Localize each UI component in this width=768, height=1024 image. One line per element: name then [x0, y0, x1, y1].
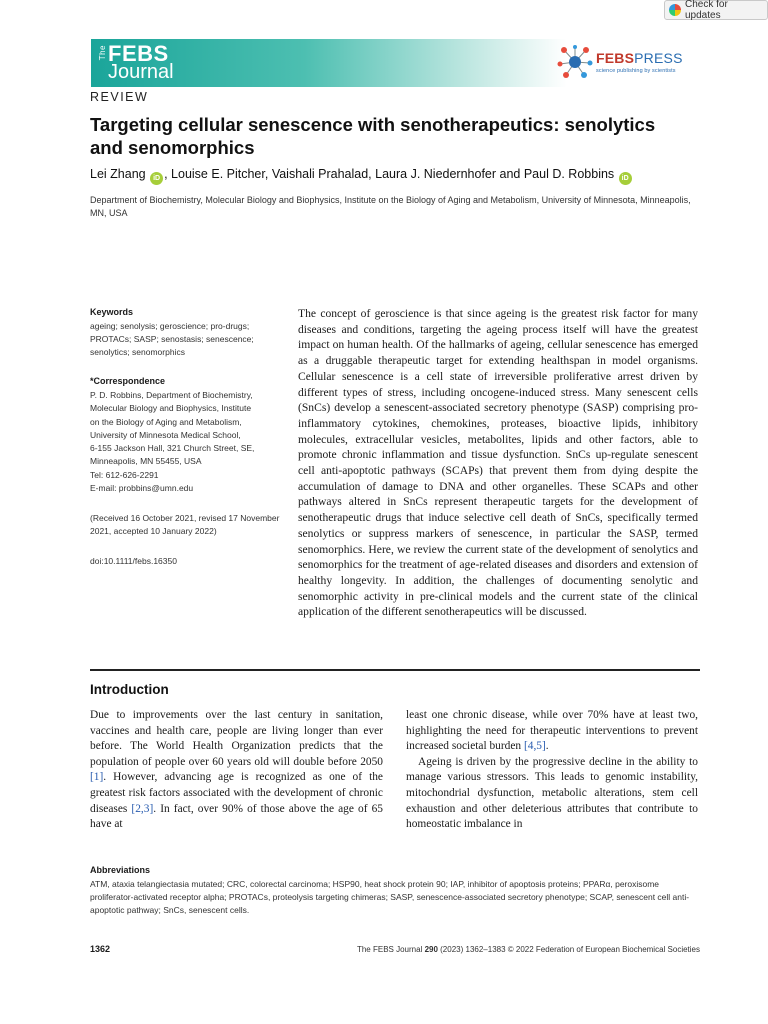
check-for-updates-button[interactable] — [664, 0, 768, 20]
intro-column-right — [406, 708, 698, 833]
author-separator: , — [164, 167, 172, 181]
check-for-updates-label: Check for updates — [685, 0, 728, 21]
author-list — [90, 167, 710, 185]
press-logo-press: PRESS — [634, 50, 683, 66]
footer-citation: (2023) 1362–1383 © 2022 Federation of European Biochemical Societies — [437, 945, 700, 954]
received-dates: (Received 16 October 2021, revised 17 November 2021, accepted 10 January 2022) — [90, 513, 280, 536]
keywords-heading: Keywords — [90, 307, 134, 317]
citation-link[interactable]: [4,5] — [523, 740, 546, 753]
correspondence-heading: *Correspondence — [90, 376, 166, 386]
doi-link[interactable]: doi:10.1111/febs.16350 — [90, 556, 177, 566]
author-separator: , — [264, 167, 272, 181]
intro-text: . — [545, 740, 549, 753]
citation-link[interactable]: [2,3] — [131, 802, 154, 815]
affiliation: Department of Biochemistry, Molecular Biology and Biophysics, Institute on the Biology of Aging and Metabolism, University of Minnesota, Minneapolis, MN, USA — [90, 195, 691, 218]
abbreviations-list: ATM, ataxia telangiectasia mutated; CRC, colorectal carcinoma; HSP90, heat shock protein 90; IAP, inhibitor of apoptosis proteins; PPARα, peroxisome proliferator-activated receptor alpha; PROTACs, proteolysis targeting chimeras; SASP, senescence-associated secretory phenotype; SCAP, senescent cell anti-apoptotic pathway; SnCs, senescent cells. — [90, 879, 690, 915]
author-name[interactable]: Lei Zhang — [90, 167, 146, 181]
abbreviations-heading: Abbreviations — [90, 865, 151, 875]
author-name[interactable]: Vaishali Prahalad — [271, 167, 369, 181]
intro-column-left — [90, 708, 383, 833]
page-number: 1362 — [90, 944, 111, 954]
author-name[interactable]: Louise E. Pitcher — [171, 167, 265, 181]
correspondence-address — [90, 389, 286, 495]
author-separator: , — [368, 167, 376, 181]
correspondence-line: Minneapolis, MN 55455, USA — [90, 456, 202, 467]
journal-logo-journal: Journal — [108, 61, 174, 83]
correspondence-line: P. D. Robbins, Department of Biochemistry, — [90, 390, 253, 400]
footer-volume: 290 — [424, 945, 438, 954]
section-divider — [90, 669, 700, 671]
correspondence-line: Molecular Biology and Biophysics, Institute — [90, 403, 252, 414]
author-name[interactable]: Laura J. Niedernhofer — [375, 167, 497, 181]
intro-text: least one chronic disease, while over 70% have at least two, highlighting the need for therapeutic interventions to prevent increased societal burden — [406, 709, 698, 753]
correspondence-line: on the Biology of Aging and Metabolism, — [90, 416, 242, 427]
intro-text: Due to improvements over the last century in sanitation, vaccines and health care, people are living longer than ever before. The World Health Organization predicts that the population of people over 60 years old will double before 2050 — [90, 709, 383, 768]
press-logo-tagline: science publishing by scientists — [596, 68, 676, 74]
footer-journal: The FEBS Journal — [356, 945, 425, 954]
keywords: ageing; senolysis; geroscience; pro-drugs; PROTACs; SASP; senostasis; senescence; senolytics; senomorphics — [90, 321, 254, 357]
correspondence-email[interactable]: E-mail: probbins@umn.edu — [90, 483, 194, 494]
molecule-icon — [556, 44, 594, 80]
journal-logo-the: The — [98, 45, 107, 61]
journal-footer — [357, 945, 700, 954]
journal-logo-febs: FEBS — [108, 41, 169, 66]
orcid-icon[interactable]: iD — [150, 172, 163, 185]
article-title: Targeting cellular senescence with senotherapeutics: senolytics and senomorphics — [90, 114, 656, 158]
press-logo-febs: FEBS — [596, 50, 635, 66]
author-name[interactable]: Paul D. Robbins — [523, 167, 615, 181]
citation-link[interactable]: [1] — [90, 771, 104, 784]
author-separator: and — [496, 167, 524, 181]
crossmark-icon — [669, 4, 681, 16]
intro-text: . In fact, over 90% of those above the age of 65 have at — [90, 802, 383, 831]
correspondence-line: 6-155 Jackson Hall, 321 Church Street, SE, — [90, 443, 255, 454]
correspondence-line: University of Minnesota Medical School, — [90, 429, 241, 440]
correspondence-phone: Tel: 612-626-2291 — [90, 469, 159, 480]
orcid-icon[interactable]: iD — [619, 172, 632, 185]
intro-text: . However, advancing age is recognized as one of the greatest risk factors associated with the development of chronic diseases — [90, 771, 383, 815]
febs-press-logo — [556, 44, 702, 80]
article-type: REVIEW — [90, 90, 149, 104]
intro-paragraph: Ageing is driven by the progressive decline in the ability to manage various stressors. This leads to genomic instability, mitochondrial dysfunction, metabolic alterations, stem cell exhaustion and other deleterious attributes that contribute to homeostatic imbalance in — [406, 755, 698, 831]
introduction-heading: Introduction — [90, 682, 169, 697]
abstract: The concept of geroscience is that since ageing is the greatest risk factor for many diseases and conditions, targeting the ageing process itself will have the greatest impact on human health. Of the hallmarks of ageing, cellular senescence has emerged as a druggable therapeutic target for extending healthspan in model organisms. Cellular senescence is a cell state of irreversible proliferative arrest driven by different types of stress, including oncogene-induced stress. Many senescent cells (SnCs) develop a senescent-associated secretory phenotype (SASP) comprising pro-inflammatory cytokines, chemokines, proteases, bioactive lipids, inhibitory molecules, extracellular vesicles, metabolites, lipids and other factors, able to promote chronic inflammation and tissue dysfunction. SnCs up-regulate senescent cell anti-apoptotic pathways (SCAPs) that prevent them from dying despite the accumulation of damage to DNA and other organelles. These SCAPs and other pathways altered in SnCs represent therapeutic targets for the development of senotherapeutic drugs that induce selective cell death of SnCs, specifically termed senolytics or suppress markers of senescence, in particular the SASP, termed senomorphics. Here, we review the current state of the development of senolytics and senomorphics for the treatment of age-related diseases and disorders and extension of healthy longevity. In addition, the challenges of documenting senolytic and senomorphic activity in pre-clinical models and the current state of the clinical application of the different senotherapeutics will be discussed. — [298, 307, 698, 619]
